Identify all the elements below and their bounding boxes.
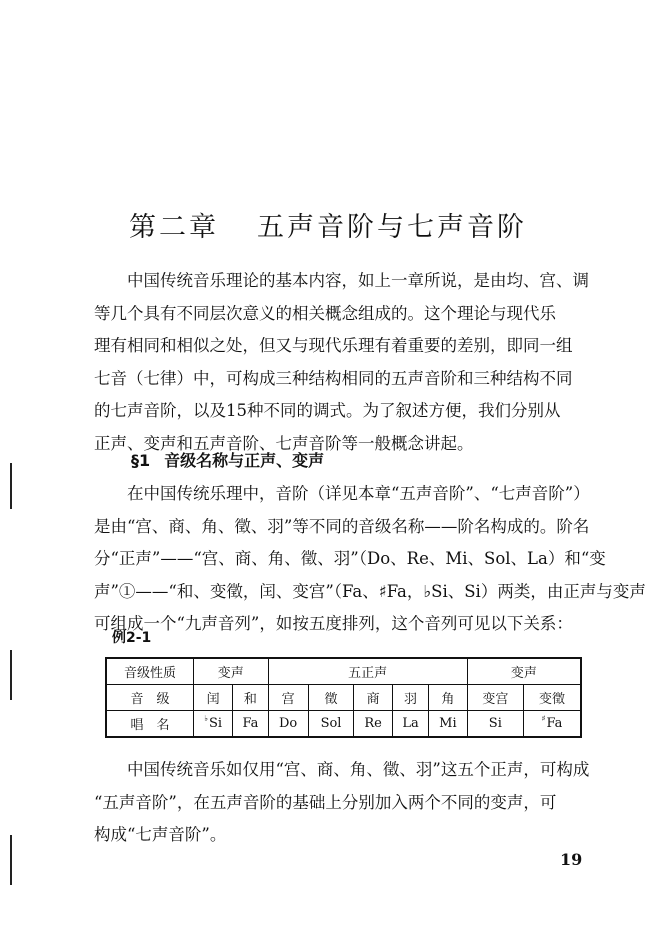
scan-edge-line (10, 463, 12, 509)
closing-paragraph (94, 754, 590, 852)
text-line: 分“正声”——“宫、商、角、徵、羽”（Do、Re、Mi、Sol、La）和“变 (94, 549, 606, 568)
solfege-cell (233, 711, 268, 738)
solfege-text: Fa (546, 716, 563, 731)
solfege-text: La (402, 716, 419, 731)
chapter-label: 第二章 (129, 212, 219, 244)
solfege-cell (524, 711, 581, 738)
solfege-cell (268, 711, 308, 738)
text-line: 的七声音阶，以及15种不同的调式。为了叙述方便，我们分别从 (94, 401, 561, 420)
section-number: §1 (131, 451, 151, 470)
solfege-cell (429, 711, 468, 738)
text-line: 等几个具有不同层次意义的相关概念组成的。这个理论与现代乐 (94, 303, 556, 323)
text-line: 声”①——“和、变徵，闰、变宫”（Fa、♯Fa，♭Si、Si）两类，由正声与变声 (94, 581, 646, 601)
solfege-text: Mi (439, 716, 457, 731)
chapter-name: 五声音阶与七声音阶 (257, 212, 527, 244)
text-line: 七音（七律）中，可构成三种结构相同的五声音阶和三种结构不同 (94, 368, 573, 388)
scan-edge-line (10, 835, 12, 885)
scan-edge-line (10, 650, 12, 700)
note-cell: 闰 (194, 685, 233, 711)
table-row (106, 685, 581, 711)
flat-sign: ♭ (204, 714, 209, 723)
note-cell: 和 (233, 685, 268, 711)
note-cell: 角 (429, 685, 468, 711)
section-title: 音级名称与正声、变声 (164, 451, 325, 470)
note-scale-table (105, 657, 582, 738)
row-header: 唱 名 (106, 711, 194, 738)
solfege-text: Si (209, 716, 223, 731)
solfege-text: Si (488, 716, 502, 731)
solfege-text: Fa (242, 716, 259, 731)
row-header: 音级性质 (106, 658, 194, 685)
text-line: 可组成一个“九声音列”，如按五度排列，这个音列可见以下关系： (94, 614, 573, 633)
text-line: “五声音阶”，在五声音阶的基础上分别加入两个不同的变声，可 (94, 792, 557, 812)
group-cell: 变声 (194, 658, 269, 685)
note-cell: 徵 (308, 685, 354, 711)
solfege-text: Sol (320, 716, 342, 731)
solfege-cell (392, 711, 428, 738)
example-label: 例2-1 (112, 630, 152, 646)
note-cell: 商 (354, 685, 393, 711)
text-line: 是由“宫、商、角、徵、羽”等不同的音级名称——阶名构成的。阶名 (94, 516, 590, 536)
text-line: 中国传统音乐理论的基本内容，如上一章所说，是由均、宫、调 (127, 271, 589, 290)
note-cell: 变徵 (524, 685, 581, 711)
text-line: 正声、变声和五声音阶、七声音阶等一般概念讲起。 (94, 433, 474, 453)
solfege-cell (194, 711, 233, 738)
intro-paragraph (94, 265, 589, 460)
text-line: 在中国传统乐理中，音阶（详见本章“五声音阶”、“七声音阶”） (127, 484, 590, 503)
solfege-cell (308, 711, 354, 738)
note-cell: 变宫 (467, 685, 523, 711)
solfege-cell (354, 711, 393, 738)
note-cell: 宫 (268, 685, 308, 711)
row-header: 音 级 (106, 685, 194, 711)
note-cell: 羽 (392, 685, 428, 711)
section-paragraph (94, 478, 646, 641)
table-row (106, 711, 581, 738)
solfege-text: Re (364, 716, 382, 731)
text-line: 理有相同和相似之处，但又与现代乐理有着重要的差别，即同一组 (94, 336, 573, 355)
text-line: 中国传统音乐如仅用“宫、商、角、徵、羽”这五个正声，可构成 (127, 760, 590, 779)
group-cell: 五正声 (268, 658, 467, 685)
solfege-cell (467, 711, 523, 738)
group-cell: 变声 (467, 658, 581, 685)
page-number: 19 (560, 850, 583, 869)
chapter-title (0, 205, 656, 244)
table-row (106, 658, 581, 685)
section-heading (131, 448, 324, 471)
solfege-text: Do (278, 716, 298, 731)
text-line: 构成“七声音阶”。 (94, 825, 227, 844)
sharp-sign: ♯ (541, 714, 546, 723)
